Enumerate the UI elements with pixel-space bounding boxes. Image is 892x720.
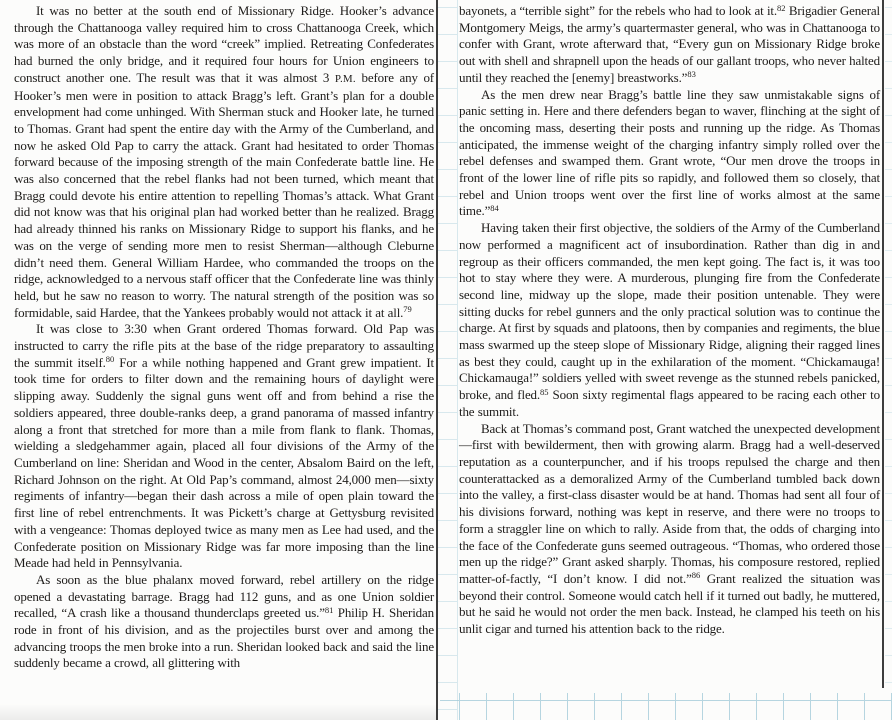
footnote-marker: 80: [105, 354, 115, 365]
small-caps-text: P.M.: [334, 72, 356, 85]
paragraph: As soon as the blue phalanx moved forward, rebel artillery on the ridge opened a devastating barrage. Bragg had 112 guns, and as one Union soldier recalled, “A crash like a thousand thunderclaps greeted us.”$^{81}$ Philip H. Sheridan rode in front of his division, and as the projectiles burst over and among the advancing troops the men broke into a run. Sheridan looked back and said the line suddenly became a crowd, all glittering with: [14, 571, 434, 671]
graph-paper-grid-bottom: [440, 693, 892, 720]
footnote-marker: 79: [403, 304, 412, 315]
footnote-marker: 85: [540, 386, 549, 397]
page-edge-line-right-column: [882, 0, 884, 688]
paragraph: bayonets, a “terrible sight” for the rebels who had to look at it.$^{82}$ Brigadier General Montgomery Meigs, the army’s quartermaster general, who was in Chattanooga to confer with Grant, wrote afterward that, “Every gun on Missionary Ridge broke out with shell and shrapnell upon the heads of our gallant troops, who never halted until they reached the [enemy] breastworks.”$^{83}$: [459, 2, 880, 85]
graph-paper-grid-gutter: [438, 0, 458, 720]
paragraph: Having taken their first objective, the soldiers of the Army of the Cumberland now performed a magnificent act of insubordination. Rather than dig in and regroup as their officers commanded, the men kept going. The fact is, it was too hot to stay where they were. A murderous, plunging fire from the Confederate second line, midway up the slope, made their position untenable. They were sitting ducks for rebel gunners and the only practical solution was to continue the charge. At first by squads and platoons, then by companies and regiments, the blue mass swarmed up the steep slope of Missionary Ridge, aligning their ragged lines as best they could, caught up in the exhilaration of the moment. “Chickamauga! Chickamauga!” soldiers yelled with sweet revenge as the stunned rebels panicked, broke, and fled.$^{85}$ Soon sixty regimental flags appeared to be racing each other to the summit.: [459, 220, 880, 419]
page-edge-line-left-column: [436, 0, 438, 720]
paragraph: As the men drew near Bragg’s battle line they saw unmistakable signs of panic setting in. Here and there defenders began to waver, flinching at the sight of the oncoming mass, deserting their posts and running up the ridge. As Thomas anticipated, the immense weight of the charging infantry simply rolled over the rebel defenses and swamped them. Grant wrote, “Our men drove the troops in front of the lower line of rifle pits so rapidly, and followed them so closely, that rebel and Union troops went over the first line of works almost at the same time.”$^{84}$: [459, 86, 880, 219]
footnote-marker: 83: [687, 69, 696, 80]
text-column-left: [14, 3, 434, 672]
footnote-marker: 86: [691, 570, 701, 581]
paragraph: It was close to 3:30 when Grant ordered Thomas forward. Old Pap was instructed to carry the rifle pits at the base of the ridge preparatory to assaulting the summit itself.$^{80}$ For a while nothing happened and Grant grew impatient. It took time for orders to filter down and the remaining hours of daylight were slipping away. Suddenly the signal guns went off and from behind a rise the soldiers appeared, three double-ranks deep, a grand panorama of massed infantry along a front that stretched for more than a mile from flank to flank. Thomas, wielding a sledgehammer again, placed all four divisions of the Army of the Cumberland on line: Sheridan and Wood in the center, Absalom Baird on the left, Richard Johnson on the right. At Old Pap’s command, almost 24,000 men—sixty regiments of infantry—began their dash across a mile of open plain toward the first line of rebel entrenchments. It was Pickett’s charge at Gettysburg revisited with a vengeance: Thomas deployed twice as many men as Lee had used, and the Confederate position on Missionary Ridge was far more imposing than the line Meade had held in Pennsylvania.: [14, 321, 434, 571]
paragraph: Back at Thomas’s command post, Grant watched the unexpected development—first with bewilderment, then with growing alarm. Bragg had a well-deserved reputation as a counterpuncher, and if his troops repulsed the charge and then counterattacked as a demoralized Army of the Cumberland tumbled back down into the valley, a first-class disaster would be at hand. Thomas had sent all four of his divisions forward, nothing was kept in reserve, and there were no troops to form a straggler line on which to rally. Aside from that, the odds of charging into the face of the Confederate guns seemed outrageous. “Thomas, who ordered those men up the ridge?” Grant asked sharply. Thomas, his composure restored, replied matter-of-factly, “I don’t know. I did not.”$^{86}$ Grant realized the situation was beyond their control. Someone would catch hell if it turned out badly, he muttered, but he said he would not order the men back. Instead, he clamped his teeth on his unlit cigar and turned his attention back to the ridge.: [459, 420, 880, 637]
footnote-marker: 82: [776, 2, 786, 13]
graph-paper-grid-right-margin: [885, 0, 892, 688]
footnote-marker: 84: [490, 202, 499, 213]
text-column-right: [459, 3, 880, 638]
scan-shadow: [0, 704, 436, 720]
paragraph: It was no better at the south end of Missionary Ridge. Hooker’s advance through the Chattanooga valley required him to cross Chattanooga Creek, which was more of an obstacle than the word “creek” implied. Retreating Confederates had burned the only bridge, and it required four hours for Union engineers to construct another one. The result was that it was almost 3 P.M. before any of Hooker’s men were in position to attack Bragg’s left. Grant’s plan for a double envelopment had come unhinged. With Sherman stuck and Hooker late, he turned to Thomas. Grant had spent the entire day with the Army of the Cumberland, and now he asked Old Pap to carry the attack. Grant had hesitated to order Thomas forward because of the imposing strength of the main Confederate battle line. He was also concerned that the rebel flanks had not been turned, which meant that Bragg could devote his entire attention to repelling Thomas’s attack. What Grant did not know was that his original plan had worked better than he realized. Bragg had already thinned his ranks on Missionary Ridge to support his flanks, and he was on the verge of sending more men to resist Sherman—although Cleburne didn’t need them. General William Hardee, who commanded the troops on the ridge, acknowledged to a nervous staff officer that the Confederate line was thinly held, but he saw no reason to worry. The natural strength of the position was so formidable, said Hardee, that the Yankees probably would not attack it at all.$^{79}$: [14, 3, 434, 320]
footnote-marker: 81: [324, 604, 334, 615]
